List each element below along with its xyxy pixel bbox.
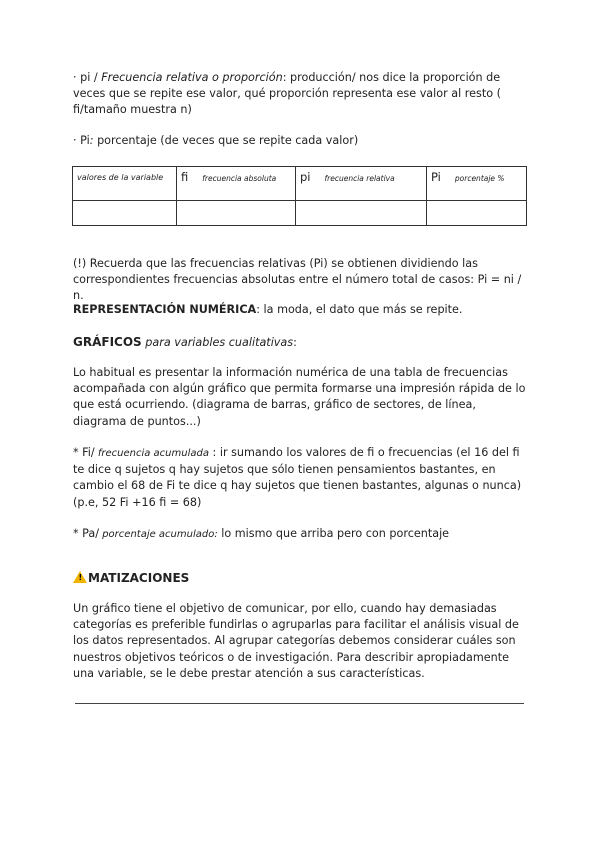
pi-term: Frecuencia relativa o proporción (101, 71, 283, 84)
Pa-prefix: * Pa/ (73, 527, 100, 540)
graficos-sub: para variables cualitativas (145, 336, 294, 349)
table-header-cell (296, 167, 427, 201)
col-values-label: valores de la variable (77, 173, 164, 182)
col-pi-sub: frecuencia relativa (324, 174, 395, 183)
table-header-row (73, 167, 527, 201)
habitual-paragraph: Lo habitual es presentar la información numérica de una tabla de frecuencias acompañada con algún gráfico que permita formarse una impresión rápida de lo que está ocurriendo. (diagrama de barras, gráfico de sectores, de línea, diagrama de puntos...) (73, 366, 526, 428)
table-cell (73, 201, 177, 226)
table-cell (427, 201, 527, 226)
representacion-label: REPRESENTACIÓN NUMÉRICA (73, 303, 257, 316)
Fi-description: : ir sumando los valores de fi o frecuencias (el 16 del fi te dice q sujetos q hay sujetos que sólo tienen pensamientos bastantes, en cambio el 68 de Fi te dice q hay sujetos que tienen bastantes, algunas o nunca) (p.e, 52 Fi +16 fi = 68) (73, 446, 522, 509)
table-cell (296, 201, 427, 226)
Pa-paragraph (73, 526, 528, 543)
warning-icon-mark: ! (78, 573, 83, 582)
Fi-prefix: * Fi/ (73, 446, 95, 459)
table-cell (177, 201, 296, 226)
col-Pi-sub: porcentaje % (454, 174, 505, 183)
col-fi-label: fi (181, 170, 189, 184)
col-Pi-label: Pi (431, 170, 441, 184)
representacion-text: : la moda, el dato que más se repite. (256, 303, 463, 316)
note-paragraph: (!) Recuerda que las frecuencias relativas (Pi) se obtienen dividiendo las correspondientes frecuencias absolutas entre el número total de casos: Pi = ni / n. (73, 257, 522, 303)
matizaciones-heading (73, 570, 528, 587)
warning-icon (73, 571, 87, 583)
matizaciones-paragraph: Un gráfico tiene el objetivo de comunicar, por ello, cuando hay demasiadas categorías es preferible fundirlas o agruparlas para facilitar el análisis visual de los datos representados. Al agrupar categorías debemos considerar cuáles son nuestros objetivos teóricos o de investigación. Para describir apropiadamente una variable, se le debe prestar atención a sus características. (73, 602, 519, 680)
graficos-colon: : (293, 336, 297, 349)
Pa-term: porcentaje acumulado: (99, 529, 218, 540)
graficos-heading (73, 334, 528, 351)
table-header-cell (177, 167, 296, 201)
pi-definition (73, 70, 528, 119)
Fi-term: frecuencia acumulada (94, 448, 209, 459)
col-fi-sub: frecuencia absoluta (202, 174, 277, 183)
horizontal-divider (75, 703, 524, 704)
col-pi-label: pi (300, 170, 311, 184)
table-header-cell (73, 167, 177, 201)
Fi-paragraph (73, 445, 528, 511)
graficos-label: GRÁFICOS (73, 335, 142, 349)
table-header-cell (427, 167, 527, 201)
representacion-paragraph (73, 302, 528, 318)
matizaciones-title: MATIZACIONES (88, 571, 190, 585)
Pi-colon: : (89, 134, 94, 147)
Pi-description: porcentaje (de veces que se repite cada valor) (93, 134, 359, 147)
pi-prefix: · pi / (73, 71, 102, 84)
Pa-description: lo mismo que arriba pero con porcentaje (217, 527, 450, 540)
frequency-table (72, 166, 527, 226)
Pi-definition (73, 133, 528, 149)
Pi-prefix: · Pi (73, 134, 90, 147)
pi-description: : producción/ nos dice la proporción de veces que se repite ese valor, qué proporción representa ese valor al resto ( fi/tamaño muestra n) (73, 71, 502, 117)
table-row (73, 201, 527, 226)
